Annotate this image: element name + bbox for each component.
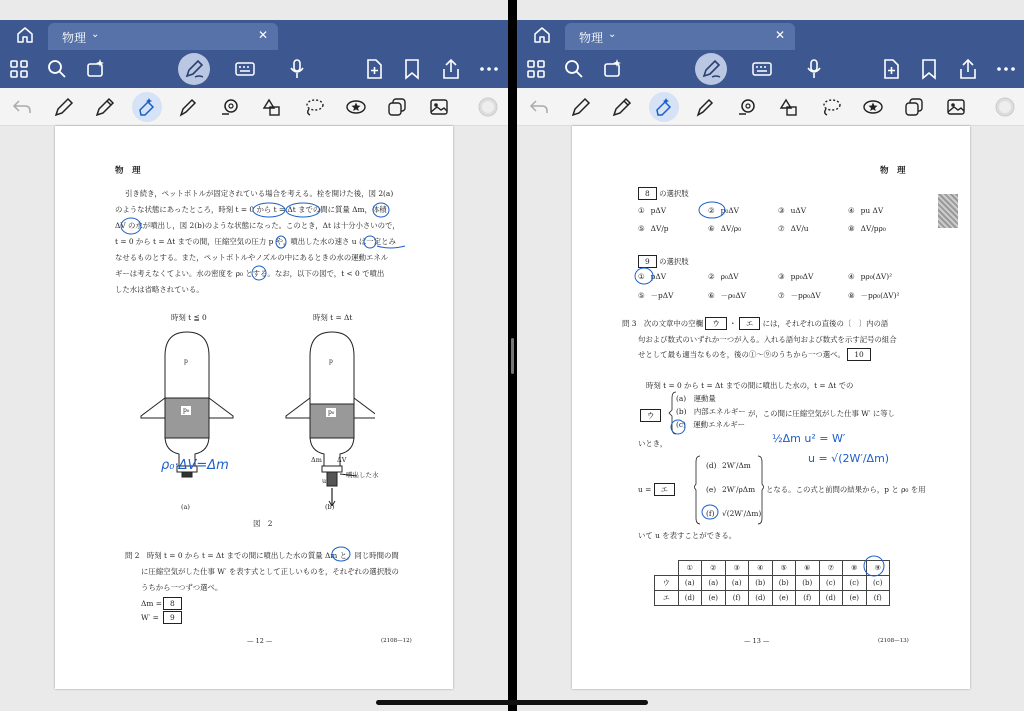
jet-label: 噴出した水 bbox=[346, 471, 379, 479]
grid-icon[interactable] bbox=[525, 58, 547, 80]
figure-a-label: 時刻 t ≦ 0 bbox=[171, 313, 207, 322]
image-icon[interactable] bbox=[945, 96, 967, 118]
sparkle-icon[interactable] bbox=[84, 58, 106, 80]
option-text: －ρ₀ΔV bbox=[720, 291, 747, 300]
table-cell: (b) bbox=[796, 576, 820, 591]
main-toolbar bbox=[517, 50, 1024, 88]
element-icon[interactable] bbox=[903, 96, 925, 118]
option-text: p₀ΔV bbox=[720, 206, 740, 215]
choice-number[interactable]: ⑧ bbox=[843, 561, 867, 576]
option-number: ① bbox=[638, 206, 645, 215]
paragraph-line: ΔV の水が噴出し，図 2(b)のような状態になった。このとき，Δt は十分小さいので， bbox=[115, 221, 400, 230]
question-2-line: に圧縮空気がした仕事 W′ を表す式として正しいものを，それぞれの選択肢の bbox=[141, 567, 399, 576]
element-icon[interactable] bbox=[386, 96, 408, 118]
text-line: 時刻 t = 0 から t = Δt までの間に噴出した水の，t = Δt での bbox=[646, 381, 854, 390]
eraser-icon[interactable] bbox=[653, 96, 675, 118]
choice-number[interactable]: ⑤ bbox=[772, 561, 796, 576]
paragraph-line: 引き続き，ペットボトルが固定されている場合を考える。栓を開けた後，図 2(a) bbox=[125, 189, 394, 198]
text-line: となる。この式と前問の結果から，p と ρ₀ を用 bbox=[766, 485, 926, 494]
question-2-line: うちから一つずつ選べ。 bbox=[141, 583, 223, 592]
option-number: ⑤ bbox=[638, 291, 645, 300]
delta-m-label: Δm bbox=[311, 456, 322, 464]
question-3-line: 句および数式のいずれか一つが入る。入れる語句および数式を示す記号の組合 bbox=[638, 335, 897, 344]
option-number: ② bbox=[708, 272, 715, 281]
color-picker-icon[interactable] bbox=[994, 96, 1016, 118]
choice-number[interactable]: ⑨ bbox=[866, 561, 890, 576]
bookmark-icon[interactable] bbox=[918, 58, 940, 80]
selection-8-header: 8 の選択肢 bbox=[638, 186, 689, 202]
undo-icon[interactable] bbox=[11, 96, 33, 118]
table-cell: (f) bbox=[725, 591, 749, 606]
caption-b: (b) bbox=[325, 503, 335, 511]
image-icon[interactable] bbox=[428, 96, 450, 118]
option-number: ④ bbox=[848, 206, 855, 215]
table-cell: (b) bbox=[772, 576, 796, 591]
choice-number[interactable]: ⑦ bbox=[819, 561, 843, 576]
option-number: ⑧ bbox=[848, 291, 855, 300]
option-text: pρ₀ΔV bbox=[790, 272, 814, 281]
paragraph-line: した水は省略されている。 bbox=[115, 285, 204, 294]
pressure-label-b: p bbox=[329, 358, 333, 365]
microphone-icon[interactable] bbox=[803, 58, 825, 80]
table-cell: (e) bbox=[702, 591, 726, 606]
keyboard-icon[interactable] bbox=[234, 58, 256, 80]
drawing-toolbar bbox=[517, 88, 1024, 126]
page-number: — 13 — bbox=[744, 637, 770, 645]
option-number: ⑦ bbox=[778, 291, 785, 300]
choice-number[interactable]: ① bbox=[678, 561, 702, 576]
sticker-icon[interactable] bbox=[345, 96, 367, 118]
add-page-icon[interactable] bbox=[880, 58, 902, 80]
option-number: ④ bbox=[848, 272, 855, 281]
velocity-label: u bbox=[322, 477, 327, 485]
document-page-12[interactable] bbox=[55, 126, 453, 689]
ink-circle-answer bbox=[862, 554, 886, 578]
option-text: pu ΔV bbox=[860, 206, 884, 215]
table-cell: (a) bbox=[678, 576, 702, 591]
search-icon[interactable] bbox=[563, 58, 585, 80]
option-text: ΔV/pρ₀ bbox=[860, 224, 886, 233]
home-icon[interactable] bbox=[533, 26, 551, 44]
tab-bar bbox=[0, 20, 508, 50]
formula-f: √(2W′/Δm) bbox=[722, 509, 762, 518]
fountain-pen-icon[interactable] bbox=[570, 96, 592, 118]
answer-table bbox=[654, 560, 890, 606]
option-text: pΔV bbox=[650, 272, 667, 281]
answer-box-9[interactable]: 9 bbox=[163, 610, 182, 626]
paragraph-line: のような状態にあったところ，時刻 t = 0 から t = Δt までの間に質量 Δm，体積 bbox=[115, 205, 387, 214]
split-view-divider[interactable] bbox=[508, 0, 517, 711]
shapes-icon[interactable] bbox=[778, 96, 800, 118]
table-cell: (c) bbox=[819, 576, 843, 591]
shape-recognize-icon[interactable] bbox=[219, 96, 241, 118]
document-page-13[interactable] bbox=[572, 126, 970, 689]
chevron-down-icon[interactable]: ⌄ bbox=[91, 29, 100, 40]
tab-document[interactable] bbox=[48, 23, 278, 50]
pressure-label-a: p bbox=[184, 358, 188, 365]
pencil-icon[interactable] bbox=[94, 96, 116, 118]
lasso-icon[interactable] bbox=[303, 96, 325, 118]
share-icon[interactable] bbox=[957, 58, 979, 80]
handwritten-energy-eq: ½Δm u² = W′ bbox=[772, 432, 846, 445]
table-cell: (d) bbox=[749, 591, 773, 606]
selection-9-header: 9 の選択肢 bbox=[638, 254, 689, 270]
page-header: 物 理 bbox=[115, 166, 141, 176]
left-pane bbox=[0, 0, 508, 711]
option-e: (e) bbox=[706, 485, 717, 494]
paragraph-line: なせるものとする。また，ペットボトルやノズルの中にあるときの水の運動エネル bbox=[115, 253, 389, 262]
undo-icon[interactable] bbox=[528, 96, 550, 118]
option-d: (d) bbox=[706, 461, 717, 470]
figure-caption: 図 2 bbox=[253, 519, 273, 528]
tab-bar bbox=[517, 20, 1024, 50]
blank-u[interactable]: ウ bbox=[640, 408, 661, 424]
more-icon[interactable] bbox=[995, 58, 1017, 80]
p0-label-b: p₀ bbox=[328, 409, 335, 416]
microphone-icon[interactable] bbox=[286, 58, 308, 80]
formula-d: 2W′/Δm bbox=[722, 461, 751, 470]
shapes-icon[interactable] bbox=[261, 96, 283, 118]
page-number: — 12 — bbox=[247, 637, 273, 645]
table-cell: (d) bbox=[678, 591, 702, 606]
pencil-icon[interactable] bbox=[611, 96, 633, 118]
more-icon[interactable] bbox=[478, 58, 500, 80]
answer-2-label: W′ = bbox=[141, 613, 159, 622]
question-3-line: せとして最も適当なものを，後の①～⑨のうちから一つ選べ。 10 bbox=[638, 347, 871, 363]
option-number: ③ bbox=[778, 272, 785, 281]
choice-number[interactable]: ② bbox=[702, 561, 726, 576]
option-text: ρ₀ΔV bbox=[720, 272, 739, 281]
table-cell: (a) bbox=[702, 576, 726, 591]
shape-recognize-icon[interactable] bbox=[736, 96, 758, 118]
color-picker-icon[interactable] bbox=[477, 96, 499, 118]
chevron-down-icon[interactable]: ⌄ bbox=[608, 29, 617, 40]
paragraph-line: ギーは考えなくてよい。水の密度を ρ₀ とする。なお，以下の図で，t < 0 で噴出 bbox=[115, 269, 385, 278]
lasso-icon[interactable] bbox=[820, 96, 842, 118]
search-icon[interactable] bbox=[46, 58, 68, 80]
table-cell: (d) bbox=[819, 591, 843, 606]
table-cell: (c) bbox=[866, 576, 890, 591]
fountain-pen-icon[interactable] bbox=[53, 96, 75, 118]
row-label: エ bbox=[655, 591, 679, 606]
option-text: －pρ₀ΔV bbox=[790, 291, 821, 300]
grid-icon[interactable] bbox=[8, 58, 30, 80]
question-2-line: 問 2 時刻 t = 0 から t = Δt までの間に噴出した水の質量 Δm と，同じ時間の間 bbox=[125, 551, 399, 560]
option-number: ⑦ bbox=[778, 224, 785, 233]
option-text: ΔV/p bbox=[650, 224, 669, 233]
page-header: 物 理 bbox=[880, 166, 906, 176]
option-c: (c) 運動エネルギー bbox=[676, 420, 746, 429]
table-row bbox=[655, 576, 890, 591]
highlighter-icon[interactable] bbox=[694, 96, 716, 118]
text-line: いとき， bbox=[638, 439, 668, 448]
option-number: ⑤ bbox=[638, 224, 645, 233]
tab-title: 物理 bbox=[62, 31, 87, 45]
option-text: pΔV bbox=[650, 206, 667, 215]
option-text: －pΔV bbox=[650, 291, 674, 300]
option-a: (a) 運動量 bbox=[676, 394, 716, 403]
ink-circles bbox=[572, 126, 970, 306]
table-cell: (f) bbox=[866, 591, 890, 606]
row-label: ウ bbox=[655, 576, 679, 591]
u-equals: u = エ bbox=[638, 482, 675, 498]
close-icon[interactable]: ✕ bbox=[774, 28, 785, 42]
table-row bbox=[655, 561, 890, 576]
option-number: ③ bbox=[778, 206, 785, 215]
bottle-figure bbox=[135, 326, 375, 506]
close-icon[interactable]: ✕ bbox=[257, 28, 268, 42]
tab-document[interactable] bbox=[565, 23, 795, 50]
right-pane bbox=[517, 0, 1024, 711]
option-text: ΔV/ρ₀ bbox=[720, 224, 742, 233]
delta-v-label: ΔV bbox=[337, 456, 347, 464]
main-toolbar bbox=[0, 50, 508, 88]
share-icon[interactable] bbox=[440, 58, 462, 80]
drawing-toolbar bbox=[0, 88, 508, 126]
handwritten-note: ρ₀·ΔV=Δm bbox=[161, 458, 229, 473]
pen-mode-icon[interactable] bbox=[700, 58, 722, 80]
table-cell: (f) bbox=[796, 591, 820, 606]
table-cell: (e) bbox=[772, 591, 796, 606]
paragraph-line: t = 0 から t = Δt までの間，圧縮空気の圧力 p や，噴出した水の速さ u は一定とみ bbox=[115, 237, 396, 246]
sticker-icon[interactable] bbox=[862, 96, 884, 118]
split-view-handle[interactable] bbox=[511, 338, 514, 374]
keyboard-icon[interactable] bbox=[751, 58, 773, 80]
figure-b-label: 時刻 t = Δt bbox=[313, 313, 353, 322]
table-cell: (c) bbox=[843, 576, 867, 591]
tab-title: 物理 bbox=[579, 31, 604, 45]
table-cell: (e) bbox=[843, 591, 867, 606]
option-text: pρ₀(ΔV)² bbox=[860, 272, 893, 281]
brace-and-circle bbox=[668, 390, 686, 436]
pen-mode-icon[interactable] bbox=[183, 58, 205, 80]
option-text: －pρ₀(ΔV)² bbox=[860, 291, 900, 300]
home-indicator[interactable] bbox=[376, 700, 648, 705]
choice-number[interactable]: ⑥ bbox=[796, 561, 820, 576]
text-line: いて u を表すことができる。 bbox=[638, 531, 737, 540]
table-cell: (b) bbox=[749, 576, 773, 591]
formula-e: 2W′/ρΔm bbox=[722, 485, 756, 494]
page-code: (2108—13) bbox=[878, 638, 909, 644]
text-line: が，この間に圧縮空気がした仕事 W′ に等し bbox=[748, 409, 896, 418]
table-row bbox=[655, 591, 890, 606]
answer-box-8[interactable]: 8 bbox=[163, 596, 182, 612]
option-text: uΔV bbox=[790, 206, 807, 215]
option-number: ② bbox=[708, 206, 715, 215]
row-label bbox=[655, 561, 679, 576]
caption-a: (a) bbox=[181, 503, 190, 511]
ink-annotations bbox=[55, 126, 453, 326]
choice-number[interactable]: ④ bbox=[749, 561, 773, 576]
sparkle-icon[interactable] bbox=[601, 58, 623, 80]
answer-1-label: Δm = bbox=[141, 599, 162, 608]
option-b: (b) 内部エネルギー bbox=[676, 407, 746, 416]
option-number: ⑥ bbox=[708, 224, 715, 233]
p0-label-a: p₀ bbox=[183, 407, 190, 414]
add-page-icon[interactable] bbox=[363, 58, 385, 80]
choice-number[interactable]: ③ bbox=[725, 561, 749, 576]
table-cell: (a) bbox=[725, 576, 749, 591]
option-number: ⑧ bbox=[848, 224, 855, 233]
eraser-icon[interactable] bbox=[136, 96, 158, 118]
question-3-line: 問 3 次の文章中の空欄 ウ ・ エ には，それぞれの直後の〔 〕内の語 bbox=[622, 319, 889, 328]
bookmark-icon[interactable] bbox=[401, 58, 423, 80]
option-number: ⑥ bbox=[708, 291, 715, 300]
option-number: ① bbox=[638, 272, 645, 281]
ink-circle bbox=[331, 546, 351, 562]
handwritten-velocity-eq: u = √(2W′/Δm) bbox=[808, 452, 890, 465]
page-code: (2108—12) bbox=[381, 638, 412, 644]
option-text: ΔV/u bbox=[790, 224, 809, 233]
highlighter-icon[interactable] bbox=[177, 96, 199, 118]
home-icon[interactable] bbox=[16, 26, 34, 44]
option-f: (f) bbox=[706, 509, 715, 518]
